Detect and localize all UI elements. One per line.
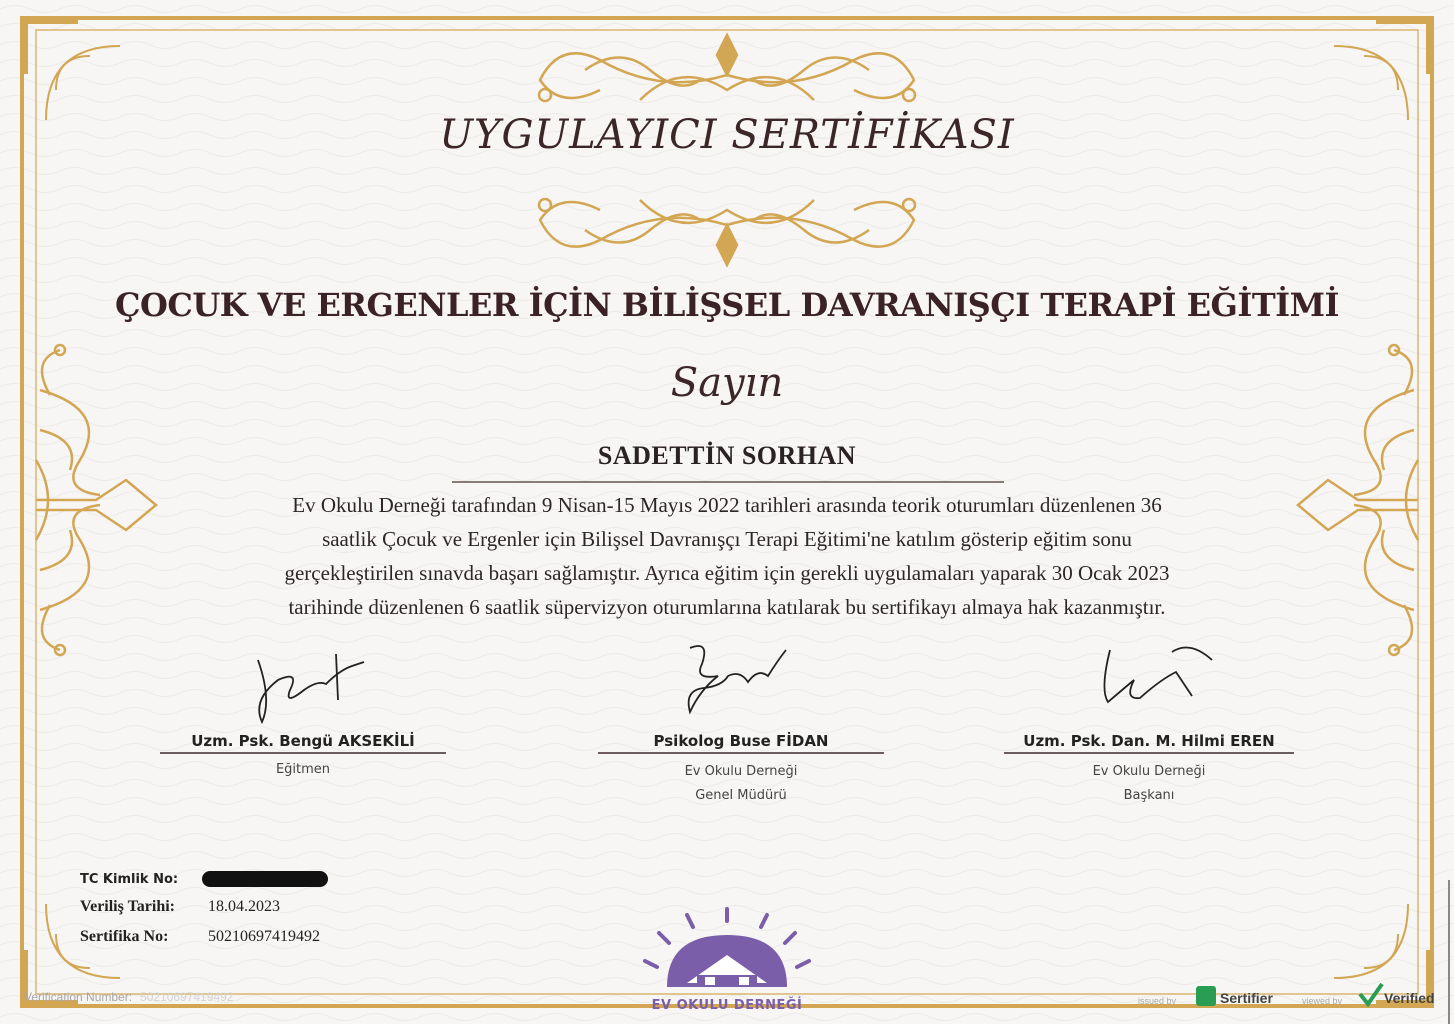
role-line: Ev Okulu Derneği: [1092, 764, 1206, 779]
sertifier-logo-icon: [1196, 986, 1216, 1006]
viewer-brand[interactable]: Verified: [1384, 990, 1435, 1006]
issue-date-row: [80, 898, 280, 916]
role-line: Ev Okulu Derneği: [684, 764, 798, 779]
signature-line: [1004, 752, 1294, 754]
recipient-name: SADETTİN SORHAN: [597, 441, 857, 470]
tc-label: TC Kimlik No:: [80, 872, 179, 887]
issue-date-value: 18.04.2023: [208, 898, 280, 915]
body-line: gerçekleştirilen sınavda başarı sağlamıştır. Ayrıca eğitim için gerekli uygulamaları yaparak 30 Ocak 2023: [284, 561, 1170, 585]
signatory-role: [598, 760, 884, 808]
role-line: Genel Müdürü: [695, 788, 787, 803]
verification-label: Verification Number:: [24, 990, 133, 1004]
recipient-underline: [452, 481, 1004, 483]
certificate-number-value: 50210697419492: [208, 928, 320, 945]
signatory-name: Psikolog Buse FİDAN: [653, 732, 829, 750]
signatory-president: [1004, 732, 1294, 808]
body-line: saatlik Çocuk ve Ergenler için Bilişsel Davranışçı Terapi Eğitimi'ne katılım gösterip eğitim sonu: [322, 527, 1132, 551]
tc-number-row: [80, 870, 328, 888]
signatory-general-manager: [598, 732, 884, 808]
issue-date-label: Veriliş Tarihi:: [80, 898, 175, 915]
signature-line: [598, 752, 884, 754]
signatory-name: Uzm. Psk. Bengü AKSEKİLİ: [191, 732, 415, 750]
org-logo-text: EV OKULU DERNEĞİ: [651, 998, 803, 1013]
redacted-value: [202, 871, 328, 887]
certificate-number-label: Sertifika No:: [80, 928, 169, 945]
issued-by-label: issued by: [1138, 996, 1177, 1006]
signatory-name: Uzm. Psk. Dan. M. Hilmi EREN: [1023, 732, 1275, 750]
verification-value[interactable]: 50210697419492: [140, 990, 234, 1004]
course-title: ÇOCUK VE ERGENLER İÇİN BİLİŞSEL DAVRANIŞÇI TERAPİ EĞİTİMİ: [115, 286, 1339, 324]
issuer-brand[interactable]: Sertifier: [1220, 990, 1273, 1006]
signatory-role: Eğitmen: [275, 762, 331, 777]
signature-line: [160, 752, 446, 754]
role-line: Başkanı: [1123, 788, 1175, 803]
verification-number: [24, 990, 233, 1004]
certificate-body: [178, 488, 1276, 624]
certificate-number-row: [80, 928, 320, 946]
certificate-title: UYGULAYICI SERTİFİKASI: [439, 112, 1015, 158]
viewed-by-label: viewed by: [1302, 996, 1343, 1006]
body-line: Ev Okulu Derneği tarafından 9 Nisan-15 Mayıs 2022 tarihleri arasında teorik oturumları düzenlenen 36: [292, 493, 1162, 517]
signatory-role: [1004, 760, 1294, 808]
body-line: tarihinde düzenlenen 6 saatlik süpervizyon oturumlarına katılarak bu sertifikayı almaya hak kazanmıştır.: [288, 595, 1166, 619]
salutation: Sayın: [670, 360, 784, 406]
signatory-trainer: [160, 732, 446, 782]
